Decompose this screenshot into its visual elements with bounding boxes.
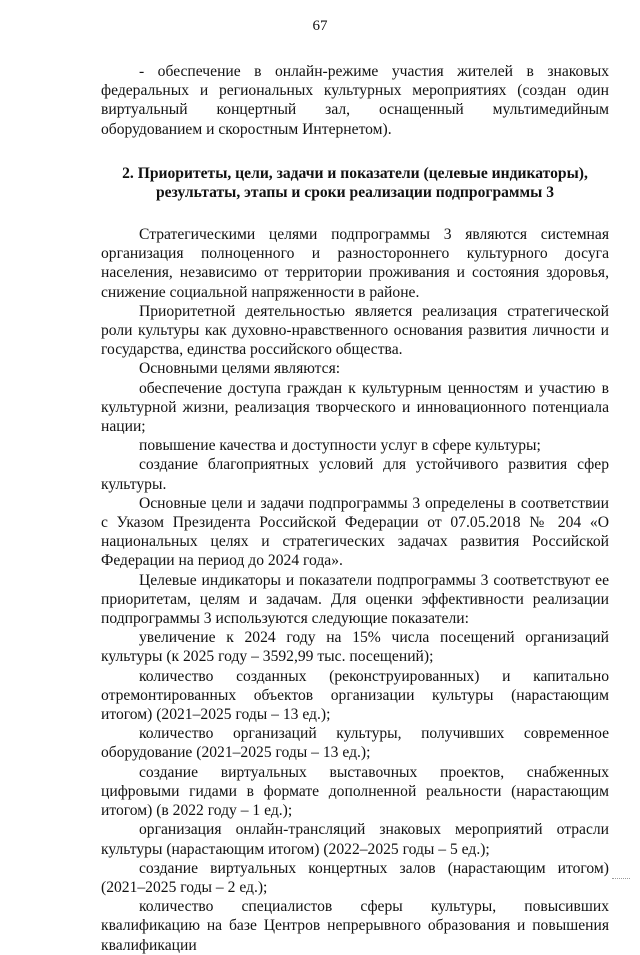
paragraph: Основные цели и задачи подпрограммы 3 определены в соответствии с Указом Президента Российской Федерации от 07.05.2018 № 204 «О национальных целях и стратегических задачах развития Российской Федерации на период до 2024 года». (101, 494, 609, 570)
paragraph: Основными целями являются: (139, 360, 341, 378)
list-item: количество организаций культуры, получивших современное оборудование (2021–2025 годы – 13 ед.); (101, 725, 609, 762)
list-item: увеличение к 2024 году на 15% числа посещений организаций культуры (к 2025 году – 3592,99 тыс. посещений); (101, 629, 609, 666)
scan-artifact (612, 878, 630, 881)
list-item: обеспечение доступа граждан к культурным ценностям и участию в культурной жизни, реализация творческого и инновационного потенциала нации; (101, 379, 609, 436)
list-item: создание благоприятных условий для устойчивого развития сфер культуры. (101, 456, 609, 493)
paragraph: Приоритетной деятельностью является реализация стратегической роли культуры как духовно-нравственного основания развития личности и государства, единства российского общества. (101, 302, 609, 359)
paragraph: Стратегическими целями подпрограммы 3 являются системная организация полноценного и разностороннего культурного досуга населения, независимо от территории проживания и состояния здоровья, снижение социальной напряженности в районе. (101, 226, 609, 301)
list-item: организация онлайн-трансляций знаковых мероприятий отрасли культуры (нарастающим итогом) (2022–2025 годы – 5 ед.); (101, 821, 609, 858)
list-item: повышение качества и доступности услуг в сфере культуры; (139, 437, 541, 455)
paragraph: Целевые индикаторы и показатели подпрограммы 3 соответствуют ее приоритетам, целям и задачам. Для оценки эффективности реализации подпрограммы 3 используются следующие показатели: (101, 571, 609, 628)
list-item: создание виртуальных концертных залов (нарастающим итогом) (2021–2025 годы – 2 ед.); (101, 859, 609, 896)
paragraph-intro: - обеспечение в онлайн-режиме участия жителей в знаковых федеральных и региональных культурных мероприятиях (создан один виртуальный концертный зал, оснащенный мультимедийным оборудованием и скоростным Интернетом). (101, 63, 609, 138)
page-number: 67 (312, 18, 328, 34)
document-body (101, 62, 609, 955)
section-heading: 2. Приоритеты, цели, задачи и показатели (целевые индикаторы), результаты, этапы и сроки реализации подпрограммы 3 (122, 164, 588, 202)
list-item: создание виртуальных выставочных проектов, снабженных цифровыми гидами в формате дополненной реальности (нарастающим итогом) (в 2022 году – 1 ед.); (101, 763, 609, 820)
list-item: количество специалистов сферы культуры, повысивших квалификацию на базе Центров непрерывного образования и повышения квалификации (101, 898, 609, 954)
list-item: количество созданных (реконструированных) и капитально отремонтированных объектов организации культуры (нарастающим итогом) (2021–2025 годы – 13 ед.); (101, 667, 609, 724)
